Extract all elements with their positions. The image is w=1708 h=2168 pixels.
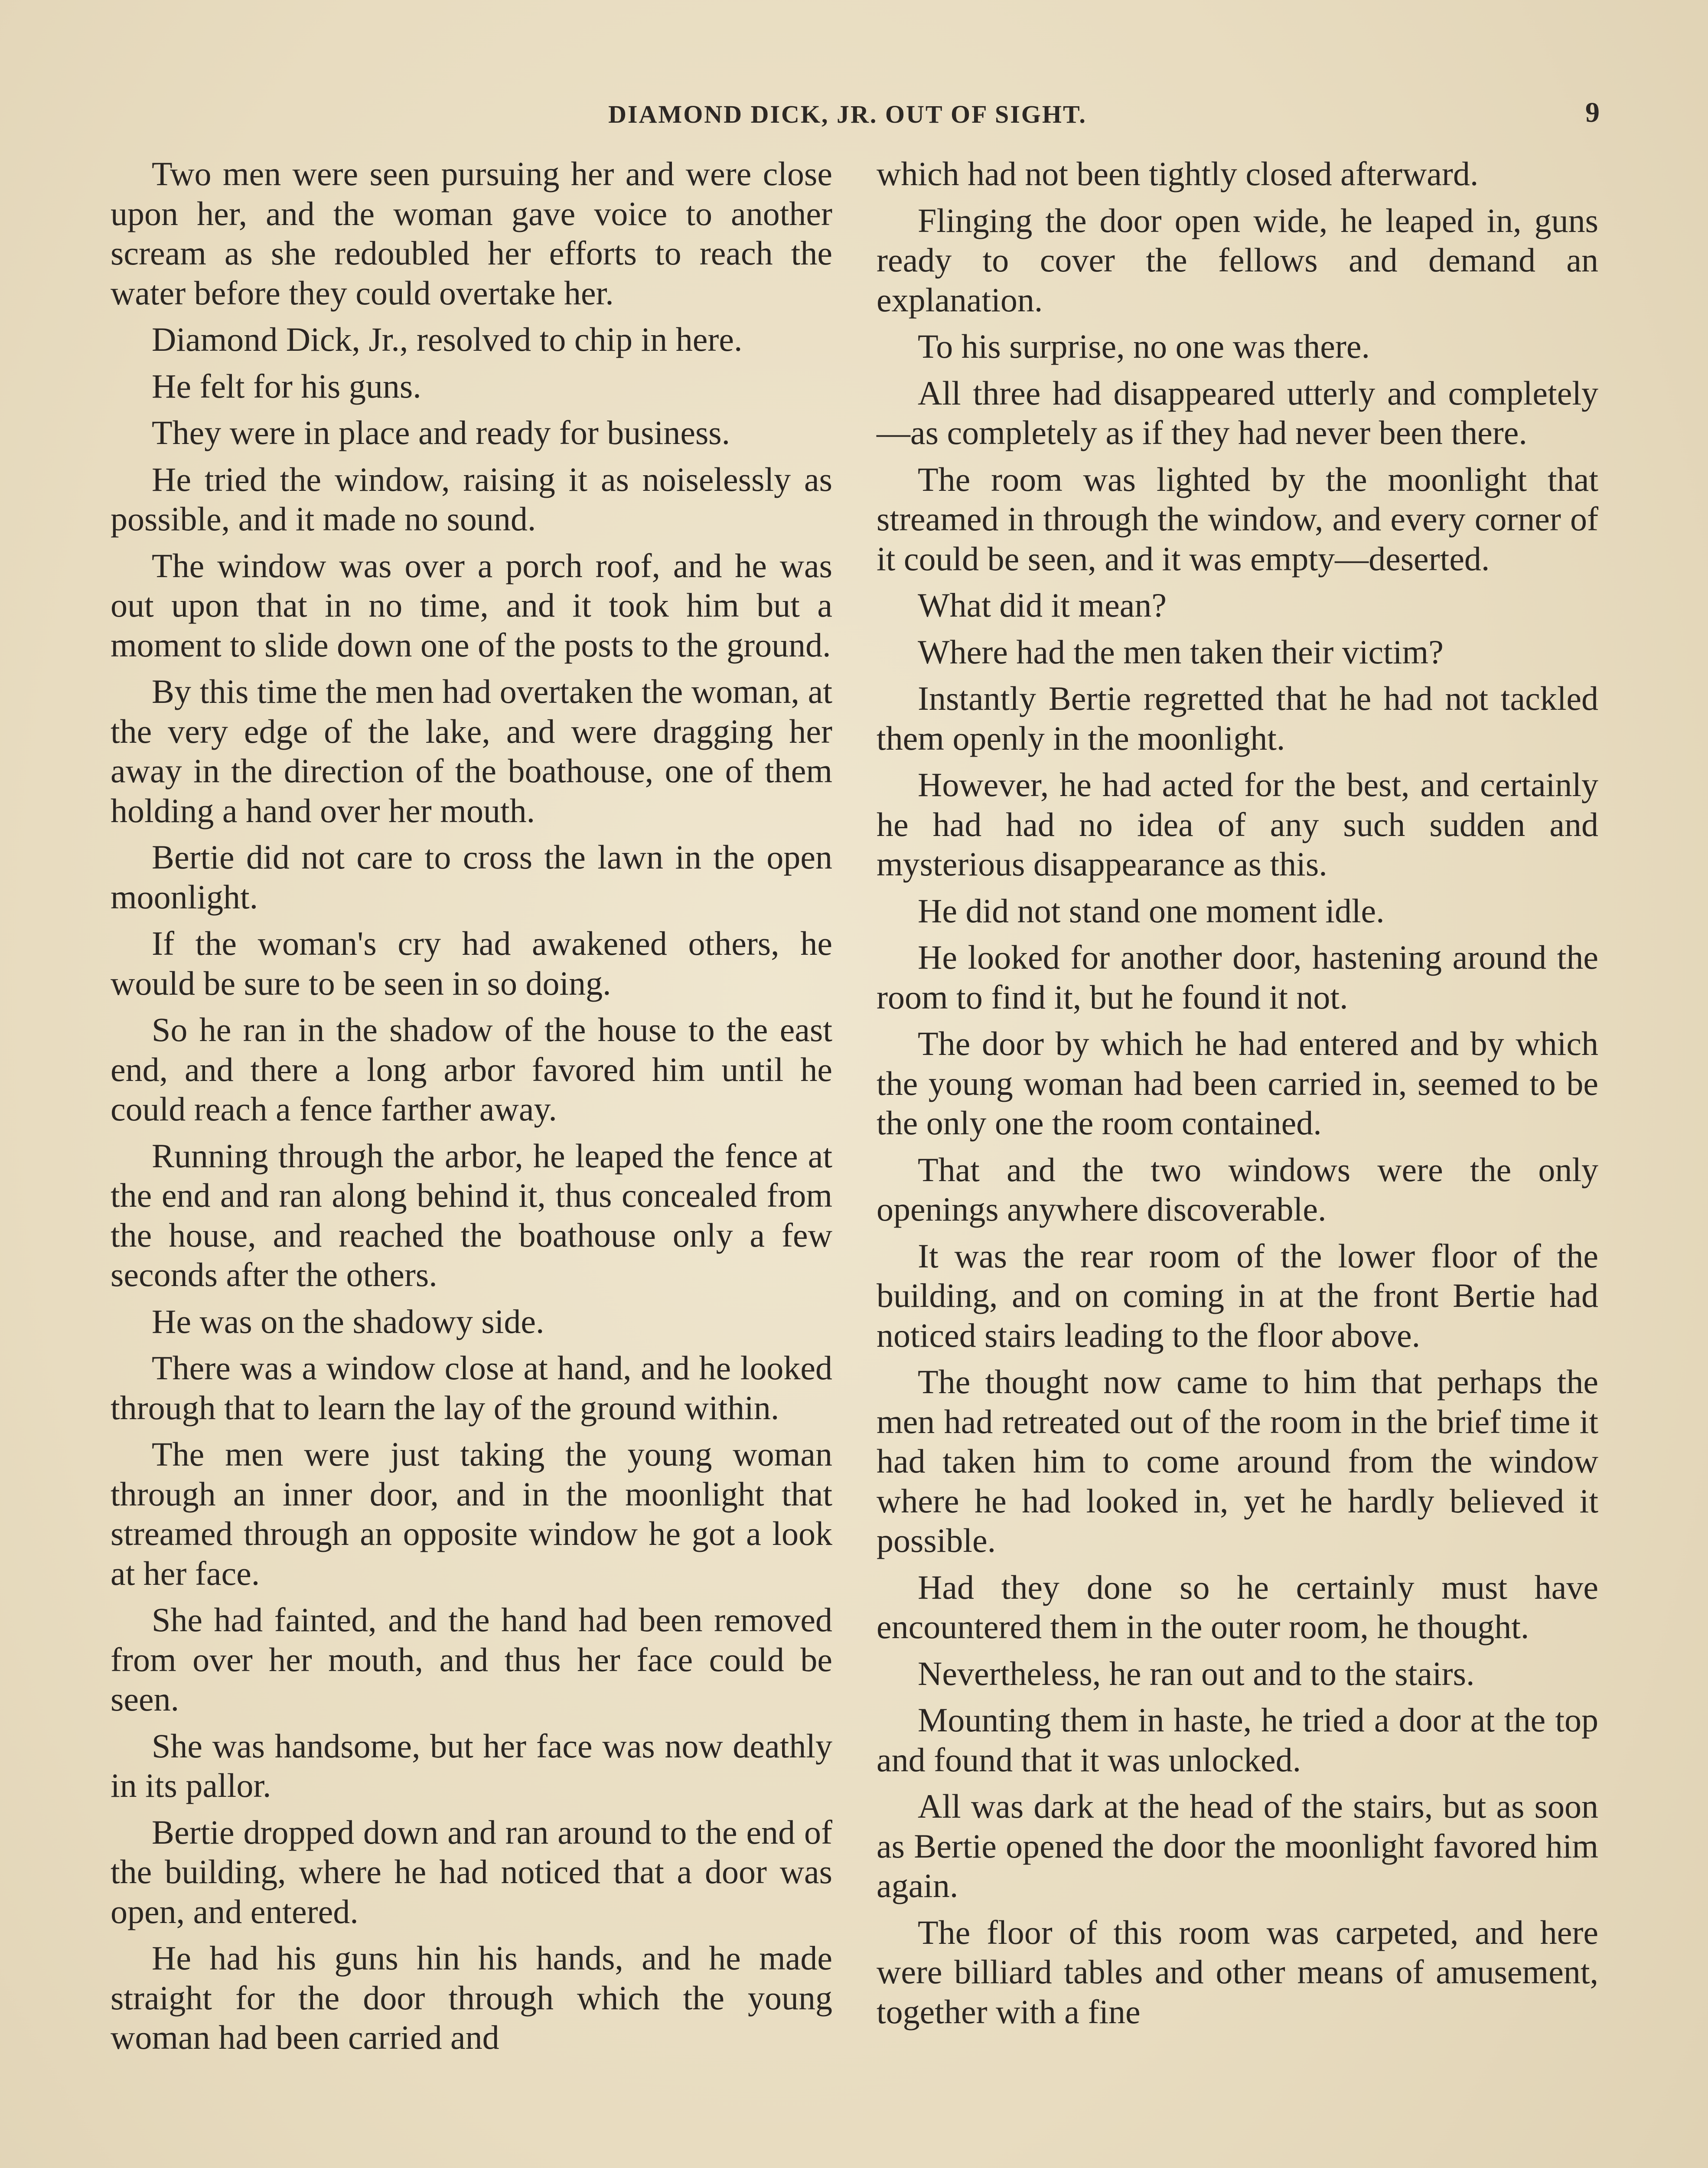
right-column [877, 154, 1598, 2038]
left-column [111, 154, 832, 2064]
paragraph: What did it mean? [918, 586, 1167, 624]
paragraph: The door by which he had entered and by which the young woman had been carried in, seemed to be the only one the room contained. [877, 1025, 1598, 1142]
paragraph: To his surprise, no one was there. [918, 327, 1370, 365]
paragraph: The window was over a porch roof, and he was out upon that in no time, and it took him but a moment to slide down one of the posts to the ground. [111, 546, 832, 664]
paragraph: Two men were seen pursuing her and were close upon her, and the woman gave voice to another scream as she redoubled her efforts to reach the water before they could overtake her. [111, 155, 832, 312]
paragraph: Where had the men taken their victim? [918, 633, 1444, 671]
paragraph: They were in place and ready for business. [152, 414, 730, 451]
paragraph: All was dark at the head of the stairs, but as soon as Bertie opened the door the moonlight favored him again. [877, 1787, 1598, 1904]
paragraph: She was handsome, but her face was now deathly in its pallor. [111, 1727, 832, 1804]
paragraph: Bertie dropped down and ran around to the end of the building, where he had noticed that a door was open, and entered. [111, 1813, 832, 1930]
paragraph: Mounting them in haste, he tried a door at the top and found that it was unlocked. [877, 1701, 1598, 1779]
paragraph: All three had disappeared utterly and completely—as completely as if they had never been there. [877, 374, 1598, 451]
paragraph: Bertie did not care to cross the lawn in the open moonlight. [111, 838, 832, 916]
running-title: DIAMOND DICK, JR. OUT OF SIGHT. [608, 100, 1087, 128]
paragraph: Nevertheless, he ran out and to the stairs. [918, 1654, 1475, 1692]
paragraph: He was on the shadowy side. [152, 1302, 544, 1340]
paragraph: which had not been tightly closed afterward. [877, 155, 1479, 193]
paragraph: He looked for another door, hastening around the room to find it, but he found it not. [877, 938, 1598, 1016]
paragraph: She had fainted, and the hand had been removed from over her mouth, and thus her face could be seen. [111, 1601, 832, 1718]
paragraph: He felt for his guns. [152, 367, 421, 405]
paragraph: By this time the men had overtaken the woman, at the very edge of the lake, and were dragging her away in the direction of the boathouse, one of them holding a hand over her mouth. [111, 673, 832, 829]
paragraph: Instantly Bertie regretted that he had not tackled them openly in the moonlight. [877, 679, 1598, 757]
paragraph: The men were just taking the young woman through an inner door, and in the moonlight that streamed through an opposite window he got a look at her face. [111, 1435, 832, 1592]
paragraph: The room was lighted by the moonlight that streamed in through the window, and every corner of it could be seen, and it was empty—deserted. [877, 460, 1598, 578]
paragraph: Had they done so he certainly must have encountered them in the outer room, he thought. [877, 1568, 1598, 1646]
paragraph: He did not stand one moment idle. [918, 891, 1385, 930]
paragraph: There was a window close at hand, and he looked through that to learn the lay of the ground within. [111, 1349, 832, 1427]
paragraph: If the woman's cry had awakened others, he would be sure to be seen in so doing. [111, 924, 832, 1002]
paragraph: He had his guns hin his hands, and he made straight for the door through which the young woman had been carried and [111, 1939, 832, 2056]
paragraph: He tried the window, raising it as noiselessly as possible, and it made no sound. [111, 460, 832, 538]
page-number: 9 [1585, 97, 1600, 128]
paragraph: The floor of this room was carpeted, and here were billiard tables and other means of amusement, together with a fine [877, 1913, 1598, 2031]
paragraph: Running through the arbor, he leaped the fence at the end and ran along behind it, thus concealed from the house, and reached the boathouse only a few seconds after the others. [111, 1136, 832, 1293]
paragraph: The thought now came to him that perhaps the men had retreated out of the room in the brief time it had taken him to come around from the window where he had looked in, yet he hardly believed it possible. [877, 1363, 1598, 1559]
paragraph: Diamond Dick, Jr., resolved to chip in here. [152, 320, 743, 358]
paragraph: However, he had acted for the best, and certainly he had had no idea of any such sudden and mysterious disappearance as this. [877, 766, 1598, 883]
paragraph: Flinging the door open wide, he leaped in, guns ready to cover the fellows and demand an explanation. [877, 201, 1598, 319]
paragraph: It was the rear room of the lower floor of the building, and on coming in at the front Bertie had noticed stairs leading to the floor above. [877, 1237, 1598, 1354]
paragraph: That and the two windows were the only openings anywhere discoverable. [877, 1150, 1598, 1228]
paragraph: So he ran in the shadow of the house to the east end, and there a long arbor favored him until he could reach a fence farther away. [111, 1011, 832, 1128]
